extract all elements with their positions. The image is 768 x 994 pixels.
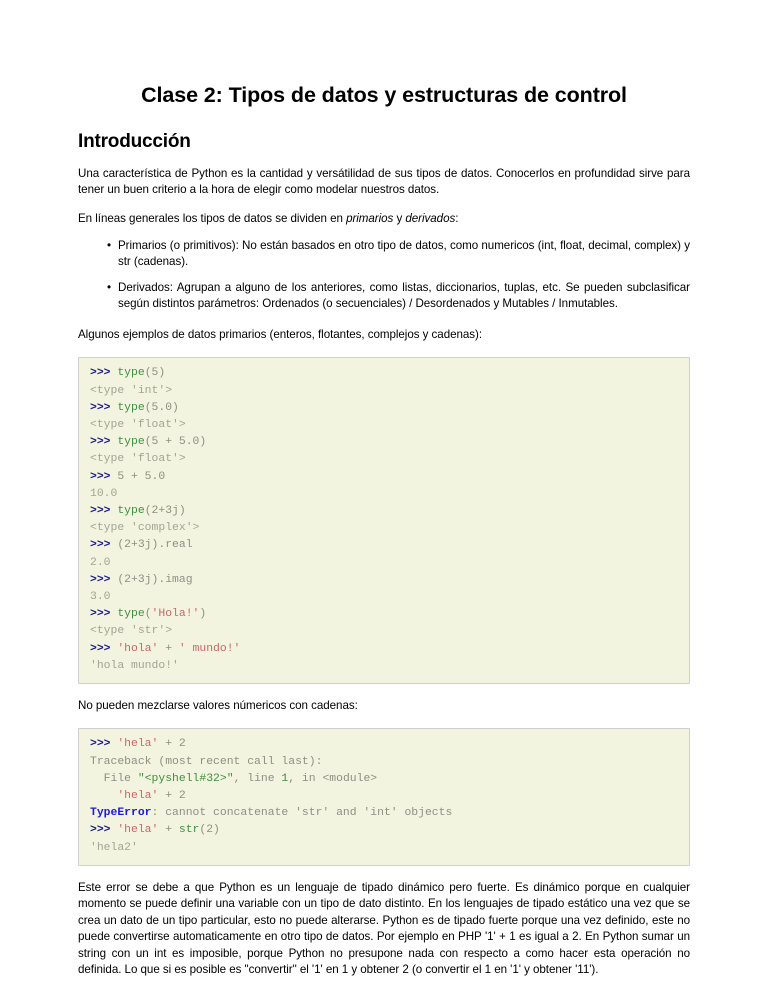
code-token-prompt: >>> — [90, 436, 118, 449]
code-token-out: 3.0 — [90, 590, 111, 603]
list-item — [107, 238, 690, 271]
code-token-plain: : cannot concatenate 'str' and 'int' objects — [151, 807, 453, 820]
code-token-plain: + 2 — [158, 738, 186, 751]
code-token-string: ' mundo!' — [178, 642, 241, 655]
paragraph-intro: Una característica de Python es la cantidad y versátilidad de sus tipos de datos. Conocerlos en profundidad sirve para tener un buen criterio a la hora de elegir como modelar nuestros datos. — [78, 166, 690, 197]
paragraph-clasificacion-pre: En líneas generales los tipos de datos se dividen en — [78, 211, 347, 225]
code-token-out: 'hola mundo!' — [90, 659, 179, 672]
code-line — [90, 572, 678, 589]
code-token-plain: , line — [233, 772, 282, 785]
list-item-label: Derivados: Agrupan a alguno de los anteriores, como listas, diccionarios, tuplas, etc. Se pueden subclasificar según distintos parámetros: Ordenados (o secuenciales) / Desordenados y Mutables / Inmutables. — [118, 280, 690, 311]
page-title: Clase 2: Tipos de datos y estructuras de control — [141, 83, 627, 107]
code-token-plain: (2+3j) — [144, 504, 186, 517]
code-token-string: 'hola' — [117, 642, 159, 655]
bullet-marker-icon: • — [107, 239, 112, 253]
code-line — [90, 537, 678, 554]
code-block-tipos-primarios — [78, 357, 690, 684]
code-token-plain: (2+3j).imag — [117, 573, 193, 586]
paragraph-ejemplos-primarios: Algunos ejemplos de datos primarios (enteros, flotantes, complejos y cadenas): — [78, 327, 483, 341]
code-token-prompt: >>> — [90, 470, 118, 483]
code-token-err: TypeError — [90, 807, 152, 820]
code-line — [90, 365, 678, 382]
emphasis-derivados: derivados — [405, 211, 456, 225]
code-token-builtin: type — [117, 504, 145, 517]
code-token-plain: + — [158, 824, 179, 837]
code-line — [90, 641, 678, 658]
code-line — [90, 486, 678, 503]
code-token-builtin: str — [178, 824, 200, 837]
code-token-out: 'hela2' — [90, 841, 138, 854]
code-block-typeerror — [78, 728, 690, 865]
list-item — [107, 280, 690, 313]
code-token-prompt: >>> — [90, 738, 118, 751]
code-token-builtin: type — [117, 401, 145, 414]
code-line — [90, 555, 678, 572]
bullet-marker-icon: • — [107, 280, 112, 294]
code-token-plain: ( — [144, 608, 152, 621]
code-token-prompt: >>> — [90, 573, 118, 586]
code-token-out: 2.0 — [90, 556, 111, 569]
paragraph-clasificacion-post: : — [455, 211, 459, 225]
code-line — [90, 658, 678, 675]
code-token-prompt: >>> — [90, 504, 118, 517]
code-token-plain: ) — [199, 608, 207, 621]
code-token-out: 10.0 — [90, 487, 118, 500]
emphasis-primarios: primarios — [346, 211, 394, 225]
paragraph-clasificacion-mid: y — [393, 211, 406, 225]
code-token-prompt: >>> — [90, 608, 118, 621]
code-token-out: <type 'float'> — [90, 453, 186, 466]
code-line — [90, 503, 678, 520]
code-line — [90, 520, 678, 537]
code-token-plain: (5.0) — [144, 401, 179, 414]
code-token-green: 1 — [281, 772, 289, 785]
code-token-string: 'hela' — [117, 790, 159, 803]
code-token-builtin: type — [117, 436, 145, 449]
code-line — [90, 805, 678, 822]
code-line — [90, 754, 678, 771]
code-token-prompt: >>> — [90, 401, 118, 414]
code-token-string: 'hela' — [117, 738, 159, 751]
code-token-plain: (5 + 5.0) — [144, 436, 207, 449]
code-token-builtin: type — [117, 367, 145, 380]
code-token-plain: (2) — [199, 824, 220, 837]
paragraph-tipado-dinamico: Este error se debe a que Python es un lenguaje de tipado dinámico pero fuerte. Es dinámico porque en cualquier momento se puede definir una variable con un tipo de dato distinto. En los lenguajes de tipado estático una vez que se crea un dato de un tipo particular, esto no puede alterarse. Python es de tipado fuerte porque una vez definido, este no puede convertirse automaticamente en otro tipo de datos. Por ejemplo en PHP '1' + 1 es igual a 2. En Python sumar un string con un int es imposible, porque Python no presupone nada con respecto a como hacer esta operación no definida. Lo que si es posible es "convertir" el '1' en 1 y obtener 2 (o convertir el 1 en '1' y obtener '11'). — [78, 880, 690, 977]
code-line — [90, 451, 678, 468]
code-line — [90, 840, 678, 857]
code-token-out: <type 'float'> — [90, 418, 186, 431]
code-line — [90, 400, 678, 417]
code-line — [90, 434, 678, 451]
section-heading-introduccion: Introducción — [78, 130, 191, 152]
code-line — [90, 469, 678, 486]
code-line — [90, 383, 678, 400]
code-token-plain: + — [158, 642, 179, 655]
code-line — [90, 623, 678, 640]
code-line — [90, 606, 678, 623]
code-line — [90, 589, 678, 606]
code-token-out: <type 'complex'> — [90, 522, 200, 535]
code-line — [90, 822, 678, 839]
paragraph-mezcla-invalida: No pueden mezclarse valores númericos con cadenas: — [78, 698, 358, 712]
code-token-prompt: >>> — [90, 367, 118, 380]
code-token-prompt: >>> — [90, 539, 118, 552]
code-token-green: "<pyshell#32>" — [137, 772, 234, 785]
paragraph-clasificacion — [78, 211, 690, 227]
code-token-prompt: >>> — [90, 642, 118, 655]
list-item-label: Primarios (o primitivos): No están basados en otro tipo de datos, como numericos (int, float, decimal, complex) y str (cadenas). — [118, 239, 690, 269]
bullet-list-tipos — [78, 238, 690, 313]
code-line — [90, 736, 678, 753]
code-token-plain: , in <module> — [288, 772, 378, 785]
code-token-plain — [90, 790, 117, 802]
code-token-plain: (5) — [144, 367, 166, 380]
code-token-builtin: type — [117, 608, 145, 621]
code-token-string: 'hela' — [117, 824, 159, 837]
code-line — [90, 771, 678, 788]
code-token-out: <type 'int'> — [90, 384, 173, 397]
code-token-plain: File — [90, 772, 138, 785]
code-token-string: 'Hola!' — [151, 608, 200, 621]
code-token-out: <type 'str'> — [90, 625, 173, 638]
code-line — [90, 417, 678, 434]
code-token-plain: Traceback (most recent call last): — [90, 755, 323, 768]
code-token-plain: (2+3j).real — [117, 539, 193, 552]
code-token-plain: + 2 — [158, 790, 186, 803]
code-token-prompt: >>> — [90, 824, 118, 837]
code-line — [90, 788, 678, 805]
code-token-plain: 5 + 5.0 — [117, 470, 166, 483]
